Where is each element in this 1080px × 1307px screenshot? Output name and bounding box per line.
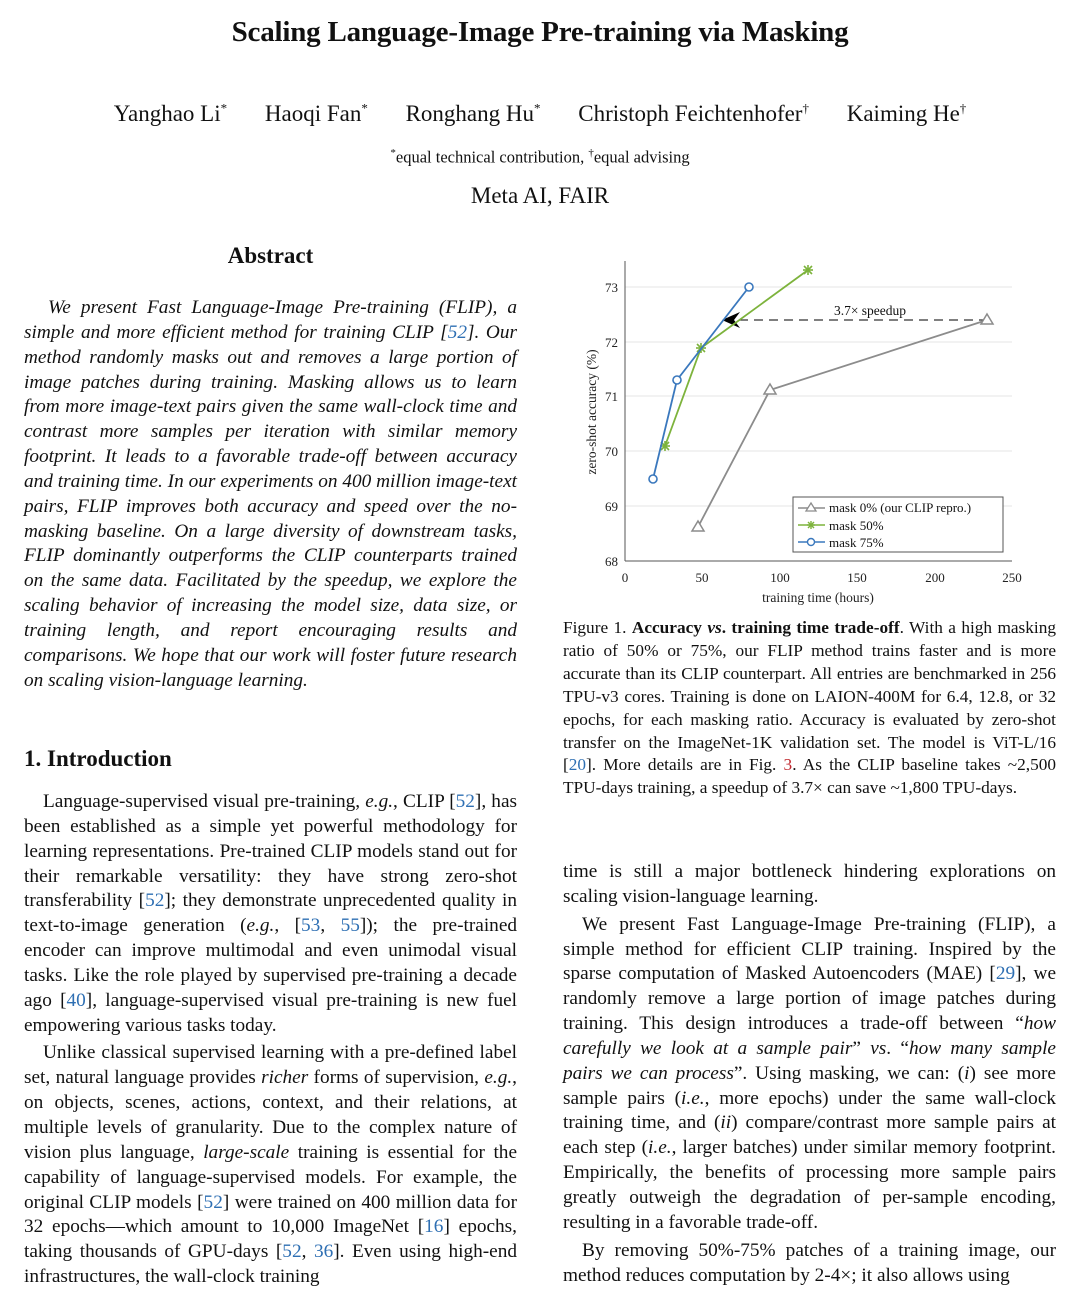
text: ii — [720, 1112, 732, 1134]
citation-link[interactable]: 55 — [340, 915, 360, 937]
text: , on objects, scenes, actions, context, and their relations, at multiple levels of granularity. Due to the complex nature of vision plus language, — [24, 1067, 517, 1163]
text: ] epochs, taking thousands of GPU-days [ — [24, 1216, 517, 1263]
text: forms of supervision, — [308, 1067, 485, 1089]
legend-label: mask 0% (our CLIP repro.) — [829, 500, 972, 515]
text: ”. Using masking, we can: ( — [733, 1062, 965, 1084]
text: , [ — [274, 915, 302, 937]
text: ] were trained on 400 million data for 32 epochs—which amount to 10,000 ImageNet [ — [24, 1191, 517, 1238]
y-tick: 70 — [605, 444, 618, 459]
legend-label: mask 50% — [829, 518, 884, 533]
text: how many sample pairs we can process — [563, 1037, 1056, 1084]
text: ” — [852, 1037, 871, 1059]
x-tick: 50 — [695, 570, 709, 585]
citation-link[interactable]: 40 — [66, 989, 86, 1011]
text: e.g. — [246, 915, 275, 937]
text: ], language-supervised visual pre-training is new fuel empowering various tasks today. — [24, 989, 517, 1036]
asterisk-marker-icon — [807, 521, 815, 529]
caption-title: Accuracy — [631, 618, 708, 637]
text: richer — [261, 1067, 309, 1089]
intro-right-body — [563, 860, 1056, 1288]
circle-marker-icon — [673, 376, 681, 384]
text: i — [964, 1062, 970, 1084]
author — [265, 101, 368, 126]
author-mark: † — [802, 100, 809, 115]
text: , — [301, 1241, 314, 1263]
figure1-caption — [563, 617, 1056, 800]
chart-legend — [793, 497, 1003, 552]
text: ) see more sample pairs ( — [563, 1062, 1056, 1109]
text: , CLIP [ — [393, 791, 456, 812]
text: ]. Even using high-end infrastructures, the wall-clock training — [24, 1241, 518, 1288]
text: vs — [870, 1037, 887, 1059]
x-tick: 0 — [621, 570, 629, 585]
intro-paragraph — [563, 913, 1056, 1236]
citation-link[interactable]: 52 — [282, 1241, 302, 1263]
legend-label: mask 75% — [829, 535, 884, 550]
intro-paragraph: By removing 50%-75% patches of a training image, our method reduces computation by 2-4×; it also allows using — [563, 1239, 1056, 1286]
author-name: Kaiming He — [846, 100, 960, 126]
circle-marker-icon — [745, 283, 753, 291]
author-name: Haoqi Fan — [264, 100, 362, 126]
author-mark: * — [361, 100, 368, 115]
text: , larger batches) under similar memory footprint. Empirically, the benefits of processing more sample pairs greatly outweigh the degradation of per-sample encoding, resulting in a favorable trade-off. — [563, 1137, 1057, 1233]
author — [847, 101, 967, 126]
text: large-scale — [203, 1141, 290, 1163]
affiliation: Meta AI, FAIR — [470, 183, 610, 208]
text: , — [320, 915, 341, 937]
series-mask-50 — [660, 265, 813, 451]
citation-link[interactable]: 36 — [313, 1241, 334, 1263]
y-axis-label: zero-shot accuracy (%) — [584, 349, 599, 475]
x-tick: 150 — [847, 570, 867, 585]
text: i.e. — [648, 1137, 672, 1159]
note-text: equal technical contribution, — [395, 147, 589, 167]
caption-text — [563, 617, 1056, 800]
abstract-body — [24, 296, 517, 694]
citation-link[interactable]: 20 — [568, 755, 587, 775]
author-list — [0, 100, 1080, 127]
citation-link[interactable]: 52 — [203, 1191, 223, 1213]
text: e.g. — [365, 791, 394, 812]
text: i.e. — [681, 1087, 705, 1109]
text: . “ — [886, 1037, 909, 1059]
author — [406, 101, 541, 126]
x-tick: 250 — [1002, 570, 1022, 585]
author-mark: * — [534, 100, 541, 115]
y-tick: 72 — [605, 335, 618, 350]
abstract-paragraph — [24, 296, 517, 694]
circle-marker-icon — [808, 539, 815, 546]
intro-paragraph: time is still a major bottleneck hindering explorations on scaling vision-language learning. — [563, 861, 1056, 907]
citation-link[interactable]: 29 — [995, 963, 1016, 985]
citation-link[interactable]: 53 — [301, 915, 321, 937]
y-tick: 73 — [605, 280, 618, 295]
caption-title: vs — [707, 618, 722, 637]
text: ], has been established as a simple yet powerful methodology for learning representations. Pre-trained CLIP models stand out for their remarkable versatility: they have strong zero-shot transferability [ — [24, 791, 518, 912]
note-mark: † — [588, 147, 594, 159]
text: ]); the pre-trained encoder can improve multimodal and even unimodal visual tasks. Like the role played by supervised pre-training a decade ago [ — [24, 915, 518, 1011]
x-tick-labels — [622, 570, 1022, 585]
y-tick: 69 — [605, 499, 618, 514]
x-axis-label: training time (hours) — [762, 590, 874, 605]
paper-title: Scaling Language-Image Pre-training via Masking — [231, 16, 849, 48]
figure-label: Figure 1. — [563, 618, 632, 637]
text: ]. More details are in Fig. — [586, 755, 784, 775]
text: training is essential for the capability of language-supervised models. For example, the original CLIP models [ — [24, 1141, 517, 1213]
figure-link[interactable]: 3 — [783, 755, 793, 775]
author-mark: * — [220, 100, 228, 115]
section-heading: 1. Introduction — [24, 746, 172, 771]
text: Language-supervised visual pre-training, — [43, 791, 366, 812]
note-text: equal advising — [593, 147, 690, 167]
circle-marker-icon — [649, 475, 657, 483]
author-mark: † — [959, 100, 967, 115]
citation-link[interactable]: 16 — [424, 1216, 444, 1238]
contribution-note — [0, 147, 1080, 168]
triangle-marker-icon — [692, 521, 704, 531]
speedup-annotation — [722, 303, 988, 328]
triangle-marker-icon — [981, 314, 993, 324]
citation-link[interactable]: 52 — [455, 791, 475, 812]
text: . With a high masking ratio of 50% or 75%, our FLIP method trains faster and is more accurate than its CLIP counterpart. All entries are benchmarked in 256 TPU-v3 cores. Training is done on LAION-400M for 6.4, 12.8, or 32 epochs, for each masking ratio. Accuracy is evaluated by zero-shot transfer on the ImageNet-1K validation set. The model is ViT-L/16 [ — [563, 618, 1057, 775]
text: Unlike classical supervised learning with a pre-defined label set, natural language provides — [24, 1042, 517, 1089]
citation-link[interactable]: 52 — [145, 890, 165, 912]
abstract-heading: Abstract — [227, 243, 314, 268]
text: e.g. — [484, 1067, 513, 1089]
citation-link[interactable]: 52 — [447, 321, 467, 343]
author-name: Yanghao Li — [113, 100, 221, 126]
intro-paragraph — [24, 1041, 517, 1289]
text: ]; they demonstrate unprecedented quality in text-to-image generation ( — [24, 890, 517, 937]
intro-left-body — [24, 790, 517, 1290]
caption-title: . training time trade-off — [721, 618, 900, 637]
note-mark: * — [390, 147, 396, 159]
text: how carefully we look at a sample pair — [563, 1013, 1056, 1059]
y-tick: 68 — [605, 554, 618, 569]
author-name: Christoph Feichtenhofer — [578, 100, 803, 126]
author-name: Ronghang Hu — [405, 100, 535, 126]
text: . As the CLIP baseline takes ~2,500 TPU-days training, a speedup of 3.7× can save ~1,800 TPU-days. — [563, 755, 1056, 798]
text: ) compare/contrast more sample pairs at each step ( — [563, 1112, 1056, 1159]
text: ]. Our method randomly masks out and removes a large portion of image patches during training. Masking allows us to learn from more image-text pairs given the same wall-clock time and contrast more samples per iteration with similar memory footprint. It leads to a favorable trade-off between accuracy and training time. In our experiments on 400 million image-text pairs, FLIP improves both accuracy and speed over the no-masking baseline. On a large diversity of downstream tasks, FLIP dominantly outperforms the CLIP counterparts trained on the same data. Facilitated by the speedup, we explore the scaling behavior of increasing the model size, data size, or training length, and report encouraging results and comparisons. We hope that our work will foster future research on scaling vision-language learning. — [24, 321, 517, 691]
text: We present Fast Language-Image Pre-training (FLIP), a simple and more efficient method for training CLIP [ — [24, 297, 517, 343]
asterisk-marker-icon — [803, 265, 813, 275]
x-tick: 100 — [770, 570, 790, 585]
y-tick-labels — [605, 280, 618, 569]
text: , more epochs) under the same wall-clock training time, and ( — [563, 1087, 1057, 1134]
x-tick: 200 — [925, 570, 945, 585]
text: We present Fast Language-Image Pre-training (FLIP), a simple method for efficient CLIP training. Inspired by the sparse computation of Masked Autoencoders (MAE) [ — [563, 913, 1056, 985]
figure1-chart — [560, 250, 1040, 610]
text: ], we randomly remove a large portion of image patches during training. This design introduces a trade-off between “ — [563, 963, 1057, 1035]
author — [578, 101, 809, 126]
annotation-label: 3.7× speedup — [833, 303, 907, 318]
author — [114, 101, 227, 126]
y-tick: 71 — [605, 389, 618, 404]
intro-paragraph — [24, 790, 517, 1038]
